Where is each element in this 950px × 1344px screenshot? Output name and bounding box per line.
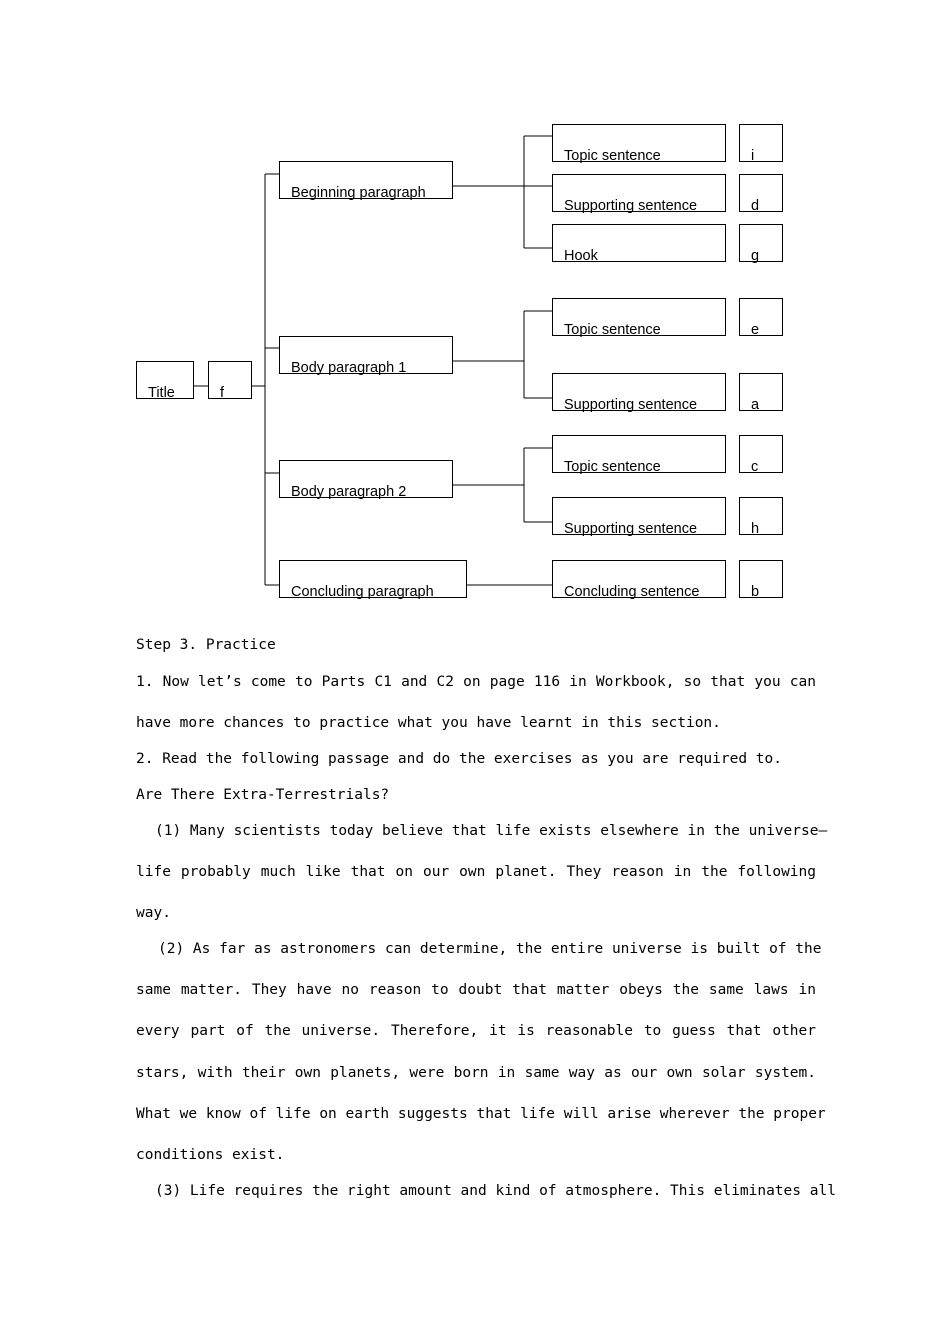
paragraph-2-line-4: stars, with their own planets, were born in same way as our own solar system.: [136, 1065, 816, 1081]
sentence-box: [552, 174, 726, 212]
answer-box: [739, 224, 783, 262]
paragraph-2-line-3: every part of the universe. Therefore, it is reasonable to guess that other: [136, 1023, 816, 1039]
sentence-label: Supporting sentence: [564, 520, 698, 537]
passage-title: Are There Extra-Terrestrials?: [136, 787, 390, 803]
body-paragraph-2-label: Body paragraph 2: [291, 483, 407, 500]
item-2: 2. Read the following passage and do the exercises as you are required to.: [136, 751, 783, 767]
answer-letter: g: [751, 247, 760, 264]
sentence-box: [552, 298, 726, 336]
body-paragraph-2-box: [279, 460, 453, 498]
title-answer: f: [220, 384, 225, 401]
paragraph-2-line-6: conditions exist.: [136, 1147, 285, 1163]
title-answer-box: [208, 361, 252, 399]
answer-letter: d: [751, 197, 760, 214]
answer-box: [739, 298, 783, 336]
sentence-label: Topic sentence: [564, 147, 661, 164]
item-1-line-2: have more chances to practice what you have learnt in this section.: [136, 715, 721, 731]
answer-letter: a: [751, 396, 760, 413]
sentence-label: Supporting sentence: [564, 396, 698, 413]
sentence-label: Topic sentence: [564, 321, 661, 338]
answer-letter: e: [751, 321, 760, 338]
sentence-box: [552, 497, 726, 535]
diagram-connector-lines: [0, 0, 950, 620]
concluding-paragraph-label: Concluding paragraph: [291, 583, 434, 600]
sentence-label: Concluding sentence: [564, 583, 700, 600]
body-paragraph-1-box: [279, 336, 453, 374]
paragraph-2-line-2: same matter. They have no reason to doubt that matter obeys the same laws in: [136, 982, 816, 998]
paragraph-1-line-1: (1) Many scientists today believe that life exists elsewhere in the universe—: [155, 823, 828, 839]
answer-letter: c: [751, 458, 759, 475]
body-paragraph-1-label: Body paragraph 1: [291, 359, 407, 376]
sentence-label: Hook: [564, 247, 598, 264]
answer-box: [739, 174, 783, 212]
title-label: Title: [148, 384, 175, 401]
paragraph-1-line-3: way.: [136, 905, 171, 921]
paragraph-2-line-5: What we know of life on earth suggests that life will arise wherever the proper: [136, 1106, 826, 1122]
answer-letter: b: [751, 583, 760, 600]
sentence-box: [552, 224, 726, 262]
title-box: [136, 361, 194, 399]
step-heading: Step 3. Practice: [136, 637, 276, 653]
item-1-line-1: 1. Now let’s come to Parts C1 and C2 on page 116 in Workbook, so that you can: [136, 674, 816, 690]
sentence-label: Topic sentence: [564, 458, 661, 475]
sentence-box: [552, 435, 726, 473]
answer-box: [739, 435, 783, 473]
sentence-label: Supporting sentence: [564, 197, 698, 214]
answer-box: [739, 373, 783, 411]
sentence-box: [552, 124, 726, 162]
paragraph-3-line-1: (3) Life requires the right amount and kind of atmosphere. This eliminates all: [155, 1183, 836, 1199]
beginning-paragraph-label: Beginning paragraph: [291, 184, 426, 201]
answer-box: [739, 497, 783, 535]
sentence-box: [552, 373, 726, 411]
answer-box: [739, 560, 783, 598]
beginning-paragraph-box: [279, 161, 453, 199]
answer-letter: i: [751, 147, 755, 164]
answer-box: [739, 124, 783, 162]
sentence-box: [552, 560, 726, 598]
concluding-paragraph-box: [279, 560, 467, 598]
paragraph-2-line-1: (2) As far as astronomers can determine, the entire universe is built of the: [158, 941, 822, 957]
answer-letter: h: [751, 520, 760, 537]
paragraph-1-line-2: life probably much like that on our own planet. They reason in the following: [136, 864, 816, 880]
